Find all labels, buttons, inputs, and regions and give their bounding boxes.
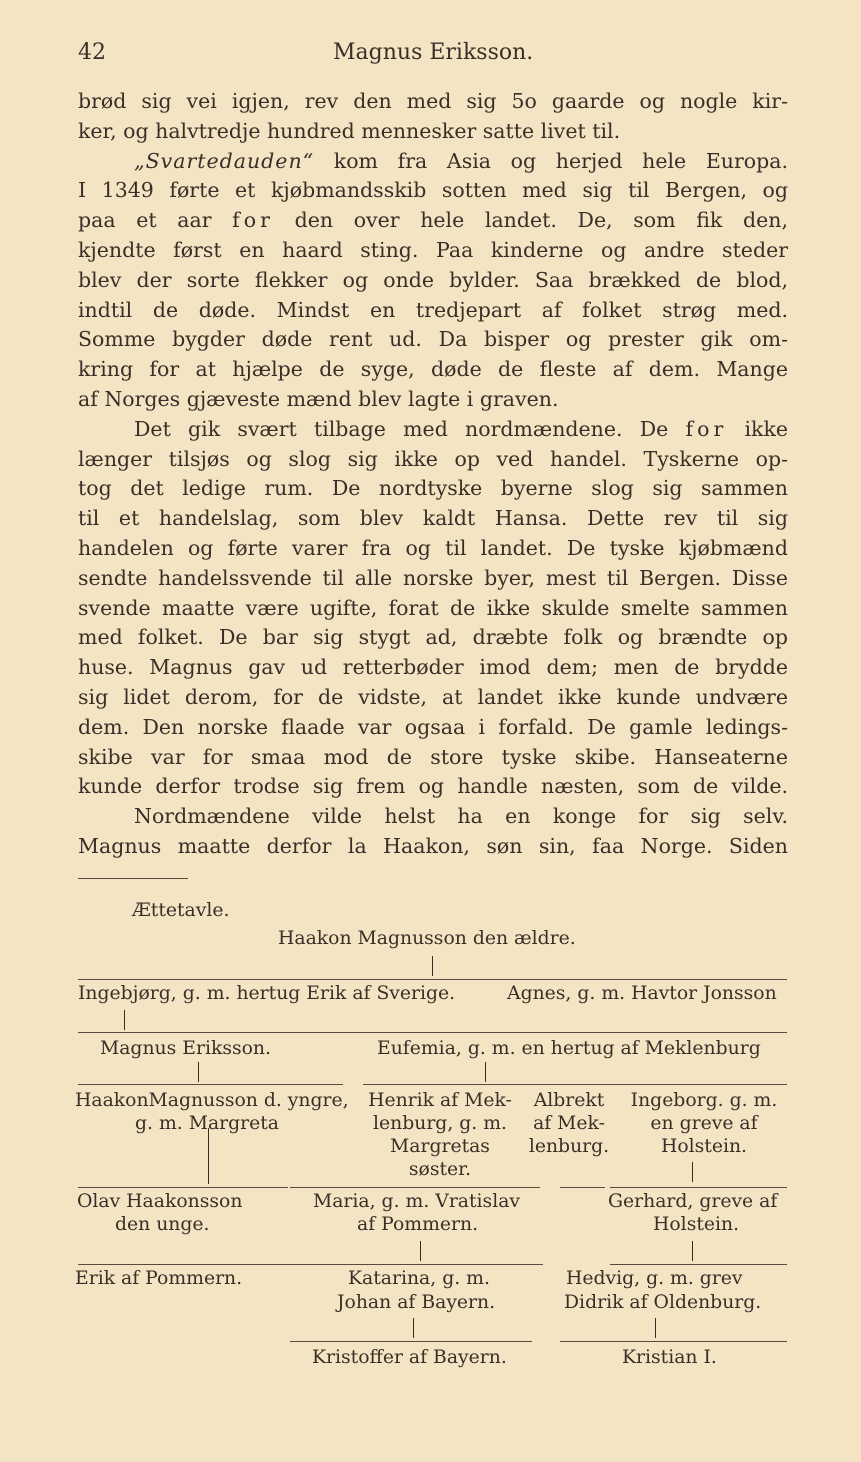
text-line: blev der sorte flekker og onde bylder. Saa brækked de blod, xyxy=(78,267,788,292)
tree-person-olav: Olav Haakonsson xyxy=(77,1191,243,1212)
connector-line xyxy=(420,1241,421,1261)
text-line: Nordmændene vilde helst ha en konge for sig selv. xyxy=(134,804,788,829)
connector-line xyxy=(432,956,433,976)
tree-person-kristoffer: Kristoffer af Bayern. xyxy=(312,1347,507,1368)
text-line: paa et aar for den over hele landet. De, som fik den, xyxy=(78,208,788,233)
tree-person-magnus: Magnus Eriksson. xyxy=(100,1038,271,1059)
text-line: Det gik svært tilbage med nordmændene. De for ikke xyxy=(134,416,788,441)
generation-rule xyxy=(290,1187,540,1188)
tree-person-gerhard: Gerhard, greve af xyxy=(608,1191,778,1212)
tree-person-henrik-line: lenburg, g. m. xyxy=(372,1113,508,1134)
text-line: svende maatte være ugifte, forat de ikke skulde smelte sammen xyxy=(78,595,788,620)
running-title: Magnus Eriksson. xyxy=(333,40,534,65)
tree-person-henrik: Henrik af Mek- xyxy=(368,1090,512,1111)
generation-rule xyxy=(560,1341,787,1342)
italic-term: „Svartedauden“ xyxy=(134,148,315,173)
tree-person-eufemia: Eufemia, g. m. en hertug af Meklenburg xyxy=(377,1038,761,1059)
connector-line xyxy=(692,1241,693,1261)
tree-title: Ættetavle. xyxy=(132,900,230,921)
generation-rule xyxy=(610,1264,787,1265)
text-line: længer tilsjøs og slog sig ikke op ved handel. Tyskerne op- xyxy=(78,446,788,471)
footnote-rule xyxy=(78,878,188,879)
tree-person-haakon: HaakonMagnusson d. yngre, xyxy=(75,1090,349,1111)
text-line: af Norges gjæveste mænd blev lagte i graven. xyxy=(78,386,559,411)
connector-line xyxy=(208,1128,209,1184)
generation-rule xyxy=(78,1264,543,1265)
text-line: med folket. De bar sig stygt ad, dræbte folk og brændte op xyxy=(78,625,788,650)
text-line: sendte handelssvende til alle norske byer, mest til Bergen. Disse xyxy=(78,565,788,590)
text-line: skibe var for smaa mod de store tyske skibe. Hanseaterne xyxy=(78,744,788,769)
text-line: kring for at hjælpe de syge, døde de fleste af dem. Mange xyxy=(78,357,788,382)
tree-person-maria-line: af Pommern. xyxy=(357,1214,479,1235)
tree-person-maria: Maria, g. m. Vratislav xyxy=(313,1191,521,1212)
generation-rule xyxy=(78,1084,343,1085)
tree-person-ingebjorg: Ingebjørg, g. m. hertug Erik af Sverige. xyxy=(78,983,456,1004)
tree-person-agnes: Agnes, g. m. Havtor Jonsson xyxy=(507,983,777,1004)
tree-person-hedvig: Hedvig, g. m. grev xyxy=(566,1268,743,1289)
tree-person-katarina-line: Johan af Bayern. xyxy=(337,1292,496,1313)
tree-person-olav-line: den unge. xyxy=(115,1214,210,1235)
text-line: Magnus maatte derfor la Haakon, søn sin, faa Norge. Siden xyxy=(78,833,788,858)
text-line: sig lidet derom, for de vidste, at landet ikke kunde undvære xyxy=(78,684,788,709)
text-line: kunde derfor trodse sig frem og handle næsten, som de vilde. xyxy=(78,774,788,799)
text-line: Somme bygder døde rent ud. Da bisper og prester gik om- xyxy=(78,327,788,352)
tree-person-albrekt-line: af Mek- xyxy=(533,1113,605,1134)
text-line: til et handelslag, som blev kaldt Hansa. Dette rev til sig xyxy=(78,506,788,531)
text-line: tog det ledige rum. De nordtyske byerne slog sig sammen xyxy=(78,476,788,501)
text-line: huse. Magnus gav ud retterbøder imod dem; men de brydde xyxy=(78,655,788,680)
generation-rule xyxy=(560,1187,605,1188)
generation-rule xyxy=(78,979,787,980)
tree-person-erik: Erik af Pommern. xyxy=(75,1268,243,1289)
text-line: I 1349 førte et kjøbmandsskib sotten med sig til Bergen, og xyxy=(78,178,788,203)
tree-person-henrik-line: søster. xyxy=(408,1159,472,1180)
tree-person-ingeborg: Ingeborg. g. m. xyxy=(630,1090,778,1111)
generation-rule xyxy=(610,1187,787,1188)
tree-person-albrekt: Albrekt xyxy=(533,1090,605,1111)
text-line: indtil de døde. Mindst en tredjepart af folket strøg med. xyxy=(78,297,788,322)
connector-line xyxy=(692,1162,693,1182)
text-line: „Svartedauden“ kom fra Asia og herjed hele Europa. xyxy=(134,148,788,173)
tree-person-henrik-line: Margretas xyxy=(390,1136,490,1157)
connector-line xyxy=(413,1318,414,1338)
tree-person-ingeborg-line: en greve af xyxy=(650,1113,758,1134)
generation-rule xyxy=(363,1084,787,1085)
tree-person-hedvig-line: Didrik af Oldenburg. xyxy=(564,1292,762,1313)
tree-person-albrekt-line: lenburg. xyxy=(528,1136,610,1157)
connector-line xyxy=(655,1318,656,1338)
text-line: kjendte først en haard sting. Paa kinderne og andre steder xyxy=(78,237,788,262)
tree-person-gerhard-line: Holstein. xyxy=(653,1214,740,1235)
tree-root: Haakon Magnusson den ældre. xyxy=(278,928,576,949)
body-text xyxy=(78,87,788,862)
generation-rule xyxy=(290,1341,532,1342)
tree-person-kristian: Kristian I. xyxy=(622,1347,717,1368)
emphasis-word: for xyxy=(685,416,728,441)
text-line: dem. Den norske flaade var ogsaa i forfald. De gamle ledings- xyxy=(78,714,788,739)
connector-line xyxy=(124,1010,125,1030)
generation-rule xyxy=(78,1032,787,1033)
tree-person-katarina: Katarina, g. m. xyxy=(348,1268,490,1289)
tree-person-haakon-spouse: g. m. Margreta xyxy=(135,1113,279,1134)
text-line: brød sig vei igjen, rev den med sig 5o gaarde og nogle kir- xyxy=(78,89,788,113)
text-line: ker, og halvtredje hundred mennesker satte livet til. xyxy=(78,118,621,143)
emphasis-word: for xyxy=(232,208,274,233)
text-line: handelen og førte varer fra og til landet. De tyske kjøbmænd xyxy=(78,535,788,560)
tree-person-ingeborg-line: Holstein. xyxy=(660,1136,748,1157)
connector-line xyxy=(198,1062,199,1082)
connector-line xyxy=(485,1062,486,1082)
page-number: 42 xyxy=(78,40,106,65)
generation-rule xyxy=(78,1187,288,1188)
page-header xyxy=(78,40,786,70)
